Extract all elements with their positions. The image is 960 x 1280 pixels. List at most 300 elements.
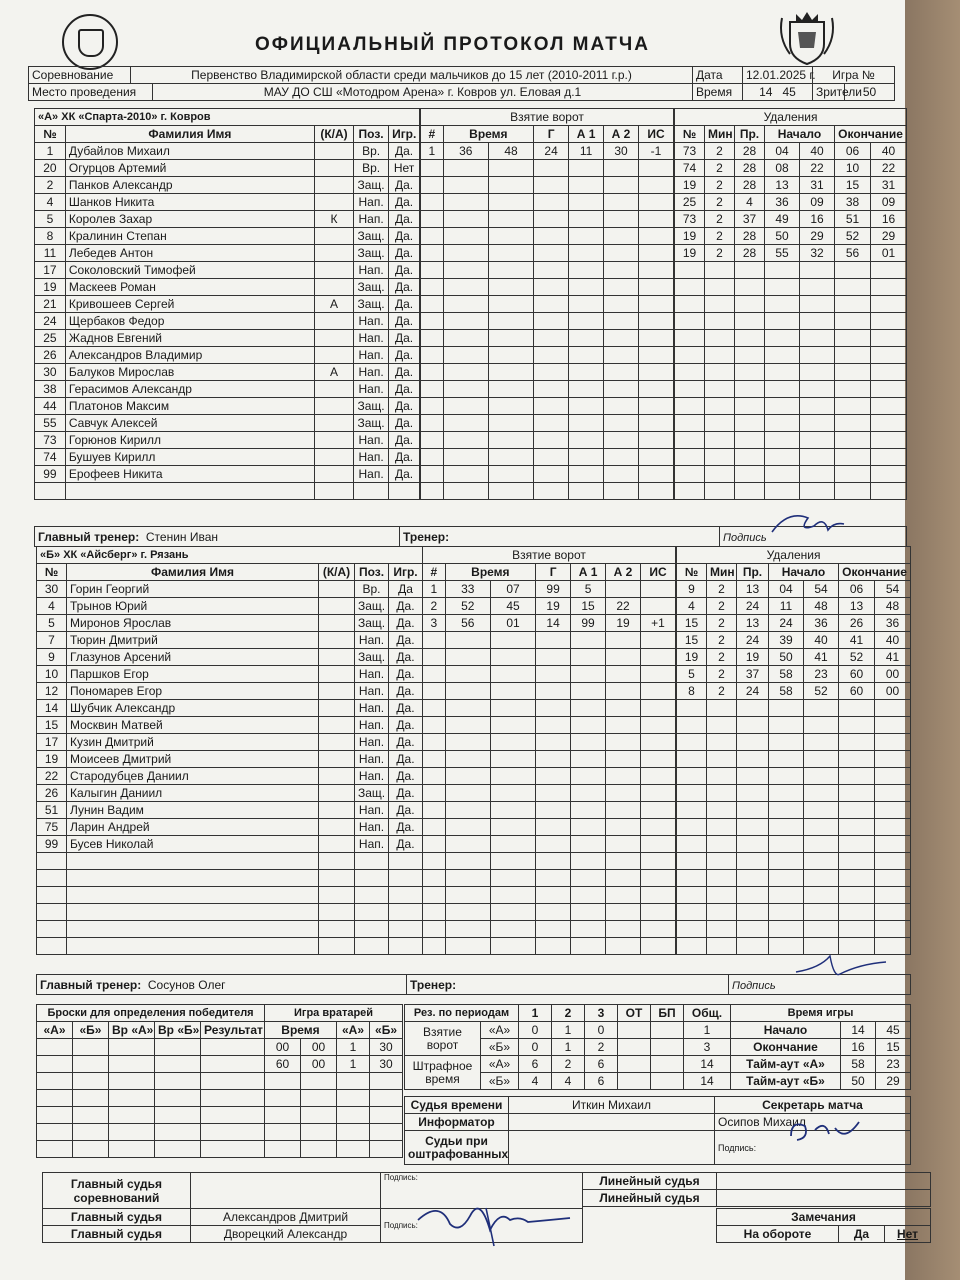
penalty-reason bbox=[735, 313, 765, 330]
penalty-start-sec: 22 bbox=[800, 160, 835, 177]
penalty-row bbox=[677, 836, 911, 853]
penalty-start-sec bbox=[804, 768, 839, 785]
player-played: Да. bbox=[389, 666, 423, 683]
player-position: Вр. bbox=[355, 581, 389, 598]
period-col: ОТ bbox=[618, 1005, 651, 1022]
goal-minute bbox=[443, 211, 488, 228]
player-captain-mark bbox=[314, 143, 353, 160]
col-assist2: А 2 bbox=[606, 564, 641, 581]
period-value: 3 bbox=[684, 1039, 731, 1056]
player-row bbox=[37, 938, 423, 955]
penalty-end-sec bbox=[875, 751, 911, 768]
goal-number bbox=[423, 734, 446, 751]
penalty-end-sec bbox=[875, 819, 911, 836]
penalty-row bbox=[677, 870, 911, 887]
penalty-minutes: 2 bbox=[705, 211, 735, 228]
shootout-table bbox=[36, 1004, 265, 1158]
player-number: 4 bbox=[35, 194, 66, 211]
goal-number bbox=[423, 853, 446, 870]
goal-number bbox=[423, 785, 446, 802]
goal-scorer bbox=[536, 734, 571, 751]
penalty-end-sec: 31 bbox=[871, 177, 907, 194]
player-number: 30 bbox=[35, 364, 66, 381]
player-position: Защ. bbox=[355, 649, 389, 666]
player-name bbox=[67, 938, 319, 955]
penalty-reason bbox=[737, 887, 769, 904]
game-time-row bbox=[731, 1073, 911, 1090]
goal-assist-2 bbox=[604, 279, 639, 296]
goal-second bbox=[490, 666, 535, 683]
player-played: Да. bbox=[389, 432, 420, 449]
penalty-start-sec bbox=[800, 381, 835, 398]
col-pen-start: Начало bbox=[765, 126, 835, 143]
period-value: 6 bbox=[519, 1056, 552, 1073]
goal-number bbox=[423, 904, 446, 921]
penalty-start-sec bbox=[800, 432, 835, 449]
goal-second bbox=[490, 649, 535, 666]
penalty-reason: 37 bbox=[735, 211, 765, 228]
penalty-start-min: 50 bbox=[765, 228, 800, 245]
penalty-start-sec: 32 bbox=[800, 245, 835, 262]
penalty-end-min bbox=[839, 853, 875, 870]
goal-number bbox=[421, 483, 444, 500]
goal-row bbox=[421, 279, 674, 296]
goal-number bbox=[421, 381, 444, 398]
team-b-coach-row bbox=[36, 974, 911, 995]
player-captain-mark bbox=[314, 398, 353, 415]
goal-minute bbox=[443, 449, 488, 466]
game-time-hour: 14 bbox=[841, 1022, 876, 1039]
penalty-start-sec: 54 bbox=[804, 581, 839, 598]
goal-minute bbox=[445, 836, 490, 853]
penalty-reason bbox=[735, 483, 765, 500]
penalty-end-sec: 00 bbox=[875, 683, 911, 700]
period-value: 14 bbox=[684, 1073, 731, 1090]
player-position: Защ. bbox=[354, 415, 389, 432]
player-captain-mark bbox=[319, 768, 355, 785]
player-captain-mark: А bbox=[314, 296, 353, 313]
goal-row bbox=[423, 700, 676, 717]
penalty-start-min: 11 bbox=[769, 598, 804, 615]
penalty-player bbox=[677, 938, 707, 955]
team-a-coach: Тренер: bbox=[400, 527, 720, 547]
period-value: 6 bbox=[585, 1073, 618, 1090]
match-header bbox=[28, 66, 895, 101]
penalty-start-min bbox=[765, 279, 800, 296]
period-value: 14 bbox=[684, 1056, 731, 1073]
player-row bbox=[37, 751, 423, 768]
player-played: Да. bbox=[389, 598, 423, 615]
penalty-end-sec: 29 bbox=[871, 228, 907, 245]
penalty-start-min bbox=[765, 364, 800, 381]
penalty-reason bbox=[737, 904, 769, 921]
goal-situation bbox=[638, 262, 673, 279]
goal-number bbox=[421, 432, 444, 449]
goal-assist-1 bbox=[569, 381, 604, 398]
penalty-reason bbox=[737, 836, 769, 853]
player-number: 14 bbox=[37, 700, 67, 717]
player-number: 74 bbox=[35, 449, 66, 466]
penalty-start-sec bbox=[800, 483, 835, 500]
player-name: Королев Захар bbox=[65, 211, 314, 228]
goal-second bbox=[490, 904, 535, 921]
goal-minute: 56 bbox=[445, 615, 490, 632]
goal-row bbox=[421, 330, 674, 347]
goal-assist-1 bbox=[571, 717, 606, 734]
goal-situation bbox=[640, 700, 675, 717]
penalty-row bbox=[677, 666, 911, 683]
player-row bbox=[35, 262, 420, 279]
team-a-goals bbox=[420, 108, 674, 500]
player-number: 21 bbox=[35, 296, 66, 313]
penalty-minutes bbox=[705, 364, 735, 381]
period-value: 4 bbox=[519, 1073, 552, 1090]
goal-scorer: 14 bbox=[536, 615, 571, 632]
secretary-label: Секретарь матча bbox=[715, 1097, 911, 1114]
player-position: Нап. bbox=[354, 432, 389, 449]
penalty-start-sec bbox=[804, 785, 839, 802]
col-pen-reason: Пр. bbox=[737, 564, 769, 581]
goal-situation bbox=[638, 296, 673, 313]
penalty-player bbox=[677, 734, 707, 751]
player-row bbox=[35, 415, 420, 432]
goal-row bbox=[423, 751, 676, 768]
goal-assist-2 bbox=[604, 211, 639, 228]
goal-scorer bbox=[534, 381, 569, 398]
penalty-end-sec: 54 bbox=[875, 581, 911, 598]
referee-label-2: Главный судья bbox=[43, 1226, 191, 1243]
penalty-start-sec bbox=[804, 887, 839, 904]
goal-assist-1 bbox=[571, 700, 606, 717]
player-position bbox=[355, 904, 389, 921]
page-title: ОФИЦИАЛЬНЫЙ ПРОТОКОЛ МАТЧА bbox=[255, 34, 650, 55]
penalty-start-min: 49 bbox=[765, 211, 800, 228]
player-position: Нап. bbox=[354, 330, 389, 347]
penalties-header: Удаления bbox=[675, 109, 907, 126]
goalie-table bbox=[264, 1004, 403, 1158]
penalty-reason bbox=[737, 938, 769, 955]
col-number: № bbox=[35, 126, 66, 143]
goal-minute bbox=[443, 483, 488, 500]
penalty-start-min: 04 bbox=[769, 581, 804, 598]
penalty-row bbox=[677, 632, 911, 649]
player-number: 26 bbox=[35, 347, 66, 364]
penalty-end-sec: 22 bbox=[871, 160, 907, 177]
penalty-end-sec bbox=[875, 887, 911, 904]
referee-name-2: Дворецкий Александр bbox=[191, 1226, 381, 1243]
player-name: Горин Георгий bbox=[67, 581, 319, 598]
goal-second bbox=[488, 449, 533, 466]
penalty-player bbox=[677, 904, 707, 921]
goal-second bbox=[490, 853, 535, 870]
penalty-end-min bbox=[835, 432, 871, 449]
goal-second bbox=[488, 296, 533, 313]
penalty-minutes: 2 bbox=[707, 615, 737, 632]
player-position: Нап. bbox=[355, 802, 389, 819]
player-captain-mark bbox=[314, 466, 353, 483]
goal-second bbox=[488, 398, 533, 415]
player-position: Нап. bbox=[355, 717, 389, 734]
player-row bbox=[37, 632, 423, 649]
player-position bbox=[355, 870, 389, 887]
informer-label: Информатор bbox=[405, 1114, 509, 1131]
goal-assist-1 bbox=[571, 938, 606, 955]
player-name: Балуков Мирослав bbox=[65, 364, 314, 381]
penalty-end-sec: 00 bbox=[875, 666, 911, 683]
reverse-no: Нет bbox=[885, 1226, 931, 1243]
goal-scorer: 19 bbox=[536, 598, 571, 615]
period-value: 0 bbox=[519, 1022, 552, 1039]
penalty-start-min bbox=[769, 751, 804, 768]
player-number: 17 bbox=[37, 734, 67, 751]
player-row bbox=[37, 904, 423, 921]
col-played: Игр. bbox=[389, 564, 423, 581]
player-row bbox=[35, 194, 420, 211]
penalty-end-min bbox=[835, 449, 871, 466]
player-row bbox=[35, 245, 420, 262]
goal-assist-2: 22 bbox=[606, 598, 641, 615]
goal-row bbox=[423, 819, 676, 836]
goal-assist-1: 99 bbox=[571, 615, 606, 632]
goal-number bbox=[421, 211, 444, 228]
coach-a-signature-mark bbox=[768, 506, 848, 540]
penalty-end-min bbox=[835, 347, 871, 364]
penalty-minutes bbox=[705, 415, 735, 432]
goal-row bbox=[421, 432, 674, 449]
player-row bbox=[37, 649, 423, 666]
penalty-player bbox=[677, 836, 707, 853]
period-value: 1 bbox=[552, 1022, 585, 1039]
goal-minute bbox=[443, 347, 488, 364]
penalty-start-min bbox=[769, 904, 804, 921]
penalty-start-sec bbox=[804, 870, 839, 887]
penalty-end-sec bbox=[875, 768, 911, 785]
player-played: Да. bbox=[389, 768, 423, 785]
period-col: БП bbox=[651, 1005, 684, 1022]
goal-number bbox=[421, 398, 444, 415]
goal-situation bbox=[640, 683, 675, 700]
player-number: 12 bbox=[37, 683, 67, 700]
penalty-player bbox=[675, 347, 705, 364]
period-value: 1 bbox=[684, 1022, 731, 1039]
goal-scorer bbox=[536, 921, 571, 938]
game-time-minute: 15 bbox=[876, 1039, 911, 1056]
player-row bbox=[35, 313, 420, 330]
penalty-player bbox=[675, 381, 705, 398]
penalty-row bbox=[677, 615, 911, 632]
penalty-start-min: 50 bbox=[769, 649, 804, 666]
penalty-row bbox=[677, 598, 911, 615]
player-position: Нап. bbox=[355, 768, 389, 785]
team-b-penalties bbox=[676, 546, 911, 955]
goal-minute bbox=[443, 415, 488, 432]
goal-scorer bbox=[534, 177, 569, 194]
player-number: 5 bbox=[37, 615, 67, 632]
player-position bbox=[355, 938, 389, 955]
goal-scorer bbox=[534, 432, 569, 449]
penalty-player: 19 bbox=[675, 228, 705, 245]
player-position: Нап. bbox=[354, 211, 389, 228]
penalty-minutes bbox=[705, 466, 735, 483]
goal-assist-2 bbox=[604, 398, 639, 415]
penalty-minutes bbox=[705, 381, 735, 398]
penalty-end-sec: 16 bbox=[871, 211, 907, 228]
penalty-reason bbox=[737, 802, 769, 819]
goal-assist-2 bbox=[606, 904, 641, 921]
period-value: 1 bbox=[552, 1039, 585, 1056]
player-captain-mark bbox=[319, 870, 355, 887]
penalty-minutes bbox=[707, 921, 737, 938]
goal-assist-2 bbox=[604, 228, 639, 245]
penalty-start-min: 58 bbox=[769, 666, 804, 683]
penalty-start-sec: 40 bbox=[804, 632, 839, 649]
reverse-yes: Да bbox=[839, 1226, 885, 1243]
goalie-a: 1 bbox=[337, 1039, 370, 1056]
penalty-start-min: 24 bbox=[769, 615, 804, 632]
periods-table bbox=[404, 1004, 731, 1090]
penalty-end-min: 51 bbox=[835, 211, 871, 228]
penalty-reason bbox=[735, 296, 765, 313]
player-number: 17 bbox=[35, 262, 66, 279]
goal-assist-2 bbox=[604, 262, 639, 279]
penalty-end-sec bbox=[871, 415, 907, 432]
penalty-end-min bbox=[835, 279, 871, 296]
goal-assist-2 bbox=[604, 466, 639, 483]
goal-assist-2 bbox=[606, 802, 641, 819]
penalty-minutes bbox=[707, 734, 737, 751]
goal-second bbox=[488, 245, 533, 262]
penalty-row bbox=[677, 683, 911, 700]
penalty-start-sec: 48 bbox=[804, 598, 839, 615]
goal-number bbox=[423, 802, 446, 819]
period-col: 2 bbox=[552, 1005, 585, 1022]
player-played: Да. bbox=[389, 279, 420, 296]
penalty-reason: 28 bbox=[735, 245, 765, 262]
goal-situation bbox=[640, 717, 675, 734]
penalty-end-sec bbox=[871, 449, 907, 466]
goal-second bbox=[488, 432, 533, 449]
penalty-box-label: Судьи при оштрафованных bbox=[405, 1131, 509, 1165]
player-row bbox=[37, 836, 423, 853]
goal-minute bbox=[445, 785, 490, 802]
player-row bbox=[37, 853, 423, 870]
penalty-reason bbox=[737, 785, 769, 802]
goal-second bbox=[490, 717, 535, 734]
team-a-signature: Подпись bbox=[720, 527, 907, 547]
penalty-minutes bbox=[707, 836, 737, 853]
goal-second: 01 bbox=[490, 615, 535, 632]
goal-assist-2 bbox=[606, 836, 641, 853]
team-b-roster bbox=[36, 546, 423, 955]
penalty-end-sec bbox=[875, 853, 911, 870]
player-captain-mark bbox=[319, 785, 355, 802]
penalty-end-min: 06 bbox=[839, 581, 875, 598]
goal-minute bbox=[445, 853, 490, 870]
player-number: 8 bbox=[35, 228, 66, 245]
penalty-end-min bbox=[839, 700, 875, 717]
goal-number: 1 bbox=[421, 143, 444, 160]
goal-assist-1 bbox=[571, 870, 606, 887]
player-captain-mark bbox=[314, 415, 353, 432]
player-number: 1 bbox=[35, 143, 66, 160]
penalty-end-min: 26 bbox=[839, 615, 875, 632]
goal-second bbox=[488, 228, 533, 245]
penalty-row bbox=[675, 143, 907, 160]
goal-assist-2 bbox=[604, 245, 639, 262]
penalty-end-sec bbox=[871, 347, 907, 364]
player-position: Нап. bbox=[355, 819, 389, 836]
goal-scorer bbox=[534, 330, 569, 347]
goalie-a: 1 bbox=[337, 1056, 370, 1073]
player-name bbox=[67, 904, 319, 921]
goal-row bbox=[421, 381, 674, 398]
penalty-player bbox=[677, 700, 707, 717]
goal-assist-2 bbox=[606, 921, 641, 938]
penalty-row bbox=[675, 483, 907, 500]
team-b-short: «Б» bbox=[481, 1073, 519, 1090]
goal-row bbox=[423, 785, 676, 802]
venue-label: Место проведения bbox=[29, 84, 153, 101]
goal-assist-1 bbox=[571, 904, 606, 921]
penalty-row bbox=[675, 313, 907, 330]
venue-value: МАУ ДО СШ «Мотодром Арена» г. Ковров ул. Еловая д.1 bbox=[153, 84, 693, 101]
goal-row bbox=[423, 836, 676, 853]
col-scorer: Г bbox=[534, 126, 569, 143]
player-position bbox=[355, 921, 389, 938]
player-number: 7 bbox=[37, 632, 67, 649]
goal-row bbox=[423, 802, 676, 819]
goal-number bbox=[421, 364, 444, 381]
player-row bbox=[37, 598, 423, 615]
player-number bbox=[37, 870, 67, 887]
goal-minute bbox=[445, 734, 490, 751]
goalie-minute: 00 bbox=[265, 1039, 301, 1056]
penalty-end-sec bbox=[875, 904, 911, 921]
goal-number bbox=[421, 177, 444, 194]
player-name: Савчук Алексей bbox=[65, 415, 314, 432]
goals-row-label: Взятие ворот bbox=[405, 1022, 481, 1056]
col-position: Поз. bbox=[355, 564, 389, 581]
shootout-col: Вр «Б» bbox=[155, 1022, 201, 1039]
desk-edge bbox=[905, 0, 960, 1280]
goal-minute bbox=[443, 262, 488, 279]
penalty-reason: 13 bbox=[737, 615, 769, 632]
goal-minute bbox=[443, 296, 488, 313]
player-captain-mark bbox=[319, 683, 355, 700]
penalty-start-sec bbox=[800, 449, 835, 466]
goal-second bbox=[490, 785, 535, 802]
goal-number bbox=[421, 160, 444, 177]
penalty-start-sec: 52 bbox=[804, 683, 839, 700]
penalty-start-sec bbox=[800, 279, 835, 296]
player-row bbox=[37, 802, 423, 819]
linesman-label-2: Линейный судья bbox=[583, 1190, 717, 1207]
goal-situation bbox=[640, 904, 675, 921]
penalty-row bbox=[675, 160, 907, 177]
player-captain-mark bbox=[319, 700, 355, 717]
player-captain-mark bbox=[319, 632, 355, 649]
penalty-end-sec bbox=[871, 432, 907, 449]
penalty-end-min bbox=[835, 296, 871, 313]
penalty-minutes bbox=[707, 887, 737, 904]
player-played: Да. bbox=[389, 751, 423, 768]
player-name: Моисеев Дмитрий bbox=[67, 751, 319, 768]
goal-number bbox=[423, 836, 446, 853]
player-position: Нап. bbox=[354, 347, 389, 364]
penalty-reason bbox=[737, 870, 769, 887]
player-position: Нап. bbox=[354, 449, 389, 466]
penalty-end-min bbox=[835, 381, 871, 398]
